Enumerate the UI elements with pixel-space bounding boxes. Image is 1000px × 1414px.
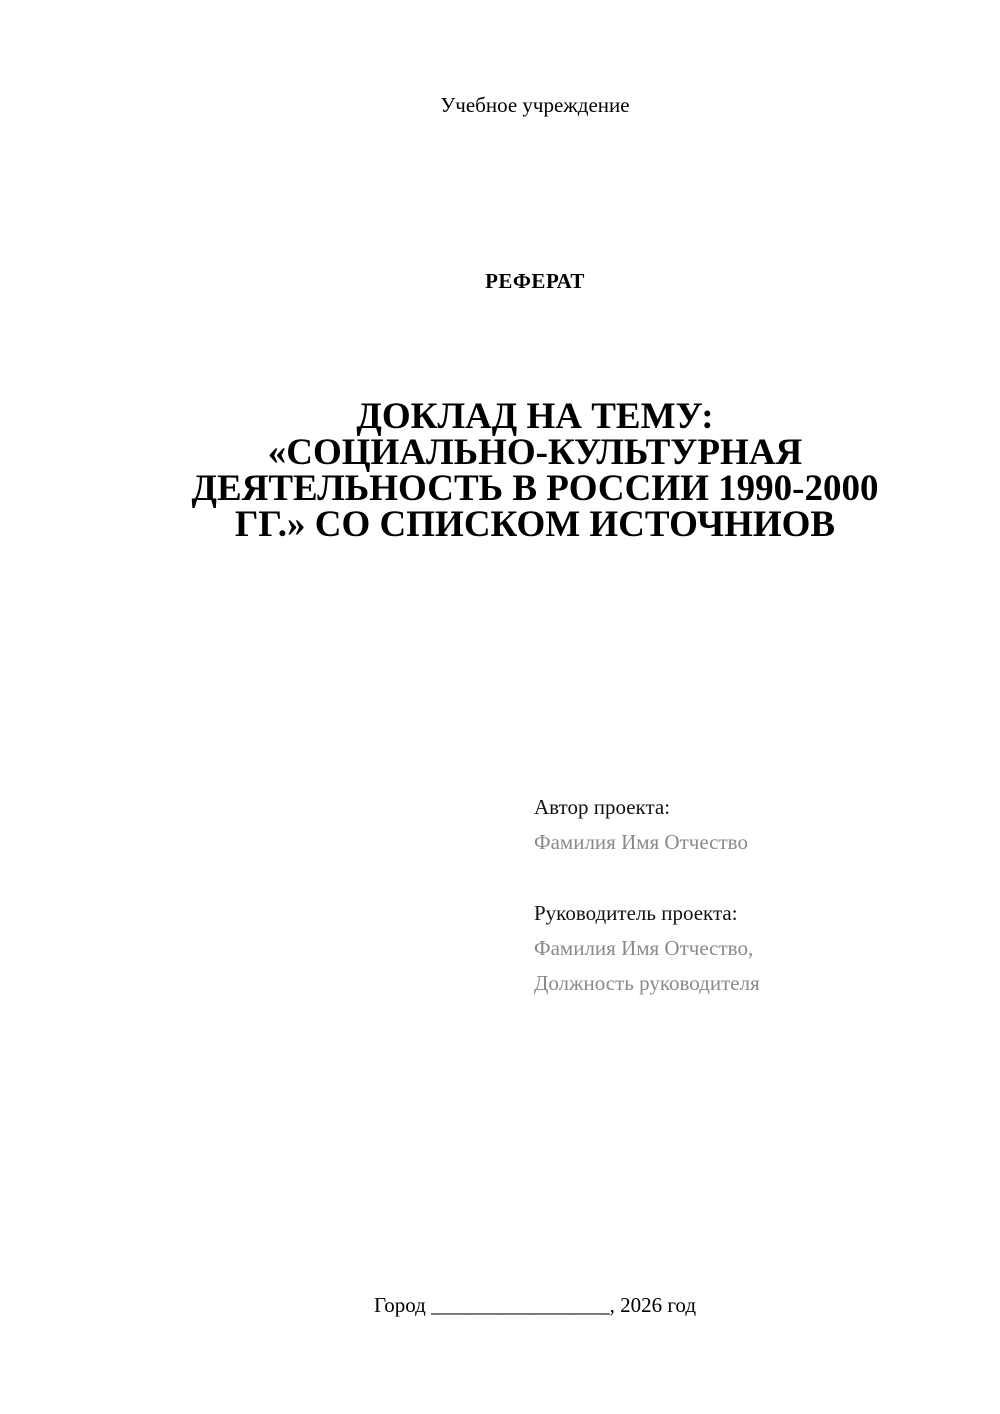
institution-name: Учебное учреждение [440, 93, 630, 117]
author-name: Фамилия Имя Отчество [534, 830, 748, 854]
report-title [150, 396, 920, 545]
project-info [534, 790, 760, 1001]
author-label: Автор проекта: [534, 795, 671, 819]
supervisor-name: Фамилия Имя Отчество, [534, 936, 754, 960]
city-year-line: Город _________________, 2026 год [373, 1293, 697, 1317]
supervisor-position: Должность руководителя [534, 971, 760, 995]
title-line-4: ГГ.» СО СПИСКОМ ИСТОЧНИОВ [234, 504, 836, 545]
title-line-2: «СОЦИАЛЬНО-КУЛЬТУРНАЯ [267, 432, 803, 473]
title-line-3: ДЕЯТЕЛЬНОСТЬ В РОССИИ 1990-2000 [191, 468, 879, 509]
supervisor-label: Руководитель проекта: [534, 901, 738, 925]
title-line-1: ДОКЛАД НА ТЕМУ: [356, 396, 714, 437]
meta-spacer [534, 860, 760, 896]
document-type: РЕФЕРАТ [485, 269, 585, 293]
